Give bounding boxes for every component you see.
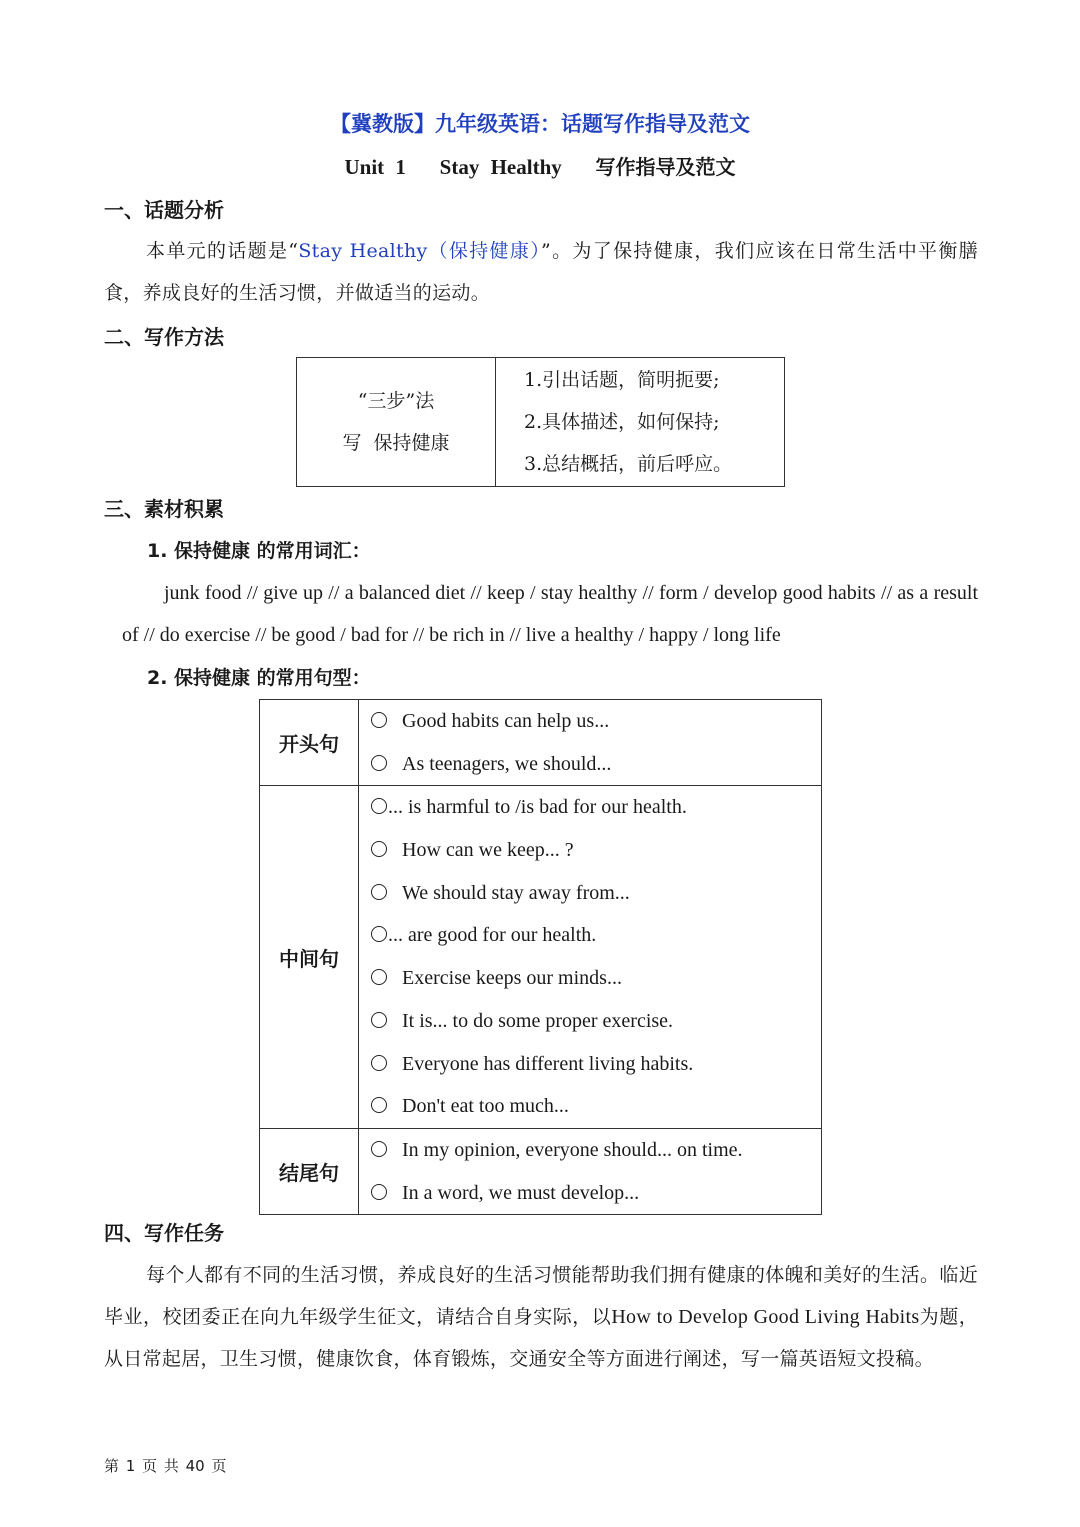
sentence-item <box>371 786 821 829</box>
sentence-text: We should stay away from... <box>402 881 630 904</box>
circle-bullet-icon <box>371 798 387 814</box>
page-number-footer: 第 1 页 共 40 页 <box>104 1457 227 1475</box>
method-name-cell <box>297 358 496 487</box>
sentence-item <box>371 743 821 786</box>
page-title-text: 【冀教版】九年级英语：话题写作指导及范文 <box>330 112 750 136</box>
sentence-subheading: 2. 保持健康 的常用句型： <box>147 667 371 689</box>
sentence-text: ... is harmful to /is bad for our health. <box>388 796 687 819</box>
sentence-text: It is... to do some proper exercise. <box>402 1009 674 1032</box>
writing-task-paragraph <box>104 1254 978 1380</box>
section-heading-writing-method: 二、写作方法 <box>104 325 224 349</box>
sentence-text: Exercise keeps our minds... <box>402 967 622 990</box>
section-heading-topic-analysis: 一、话题分析 <box>104 198 224 222</box>
sentence-item <box>371 1129 821 1172</box>
writing-task-english-title: How to Develop Good Living Habits <box>611 1306 920 1328</box>
section-heading-writing-task: 四、写作任务 <box>104 1221 224 1245</box>
table-row <box>260 700 822 786</box>
vocab-subheading: 1. 保持健康 的常用词汇： <box>147 540 371 562</box>
writing-method-table <box>296 357 785 487</box>
unit-number: Unit 1 <box>344 155 406 179</box>
sentence-item <box>371 872 821 915</box>
unit-subtitle-cn: 写作指导及范文 <box>595 155 736 179</box>
sentence-item <box>371 1043 821 1086</box>
topic-analysis-paragraph <box>104 230 978 314</box>
middle-sentences-cell <box>359 786 822 1129</box>
sentence-patterns-table <box>259 699 822 1215</box>
topic-analysis-text-before: 本单元的话题是“ <box>146 240 299 262</box>
sentence-text: In my opinion, everyone should... on time. <box>402 1138 743 1161</box>
method-step: 2.具体描述，如何保持; <box>524 411 720 433</box>
section-heading-materials: 三、素材积累 <box>104 497 224 521</box>
row-label-closing: 结尾句 <box>260 1128 359 1214</box>
table-row <box>260 786 822 1129</box>
sentence-item <box>371 1085 821 1128</box>
sentence-text: In a word, we must develop... <box>402 1181 640 1204</box>
circle-bullet-icon <box>371 1097 387 1113</box>
sentence-item <box>371 1000 821 1043</box>
circle-bullet-icon <box>371 1055 387 1071</box>
page-title <box>0 108 1080 140</box>
sentence-item <box>371 700 821 743</box>
sentence-item <box>371 957 821 1000</box>
method-name: “三步”法 <box>357 390 435 412</box>
vocab-list: junk food // give up // a balanced diet // keep / stay healthy // form / develop good habits // as a result of // do exercise // be good / bad for // be rich in // live a healthy / happy / long life <box>122 582 978 646</box>
sentence-item <box>371 1172 821 1215</box>
circle-bullet-icon <box>371 1141 387 1157</box>
opening-sentences-cell <box>359 700 822 786</box>
sentence-text: Don't eat too much... <box>402 1095 569 1118</box>
unit-subtitle <box>0 151 1080 183</box>
sentence-item <box>371 914 821 957</box>
row-label-opening: 开头句 <box>260 700 359 786</box>
method-step: 1.引出话题，简明扼要; <box>524 369 720 391</box>
circle-bullet-icon <box>371 969 387 985</box>
writing-task-text-before: 每个人都有不同的生活习惯，养成良好的生活习惯能帮助我们拥有健康的体魄和美好的生活。临近毕业，校团委正在向九年级学生征文，请结合自身实际，以 <box>104 1264 978 1328</box>
circle-bullet-icon <box>371 712 387 728</box>
sentence-text: As teenagers, we should... <box>402 752 612 775</box>
method-steps-cell <box>496 358 785 487</box>
sentence-text: How can we keep... ? <box>402 839 574 862</box>
circle-bullet-icon <box>371 926 387 942</box>
sentence-item <box>371 829 821 872</box>
closing-sentences-cell <box>359 1128 822 1214</box>
method-step: 3.总结概括，前后呼应。 <box>524 453 733 475</box>
unit-topic: Stay Healthy <box>439 155 562 179</box>
topic-analysis-highlight: Stay Healthy（保持健康） <box>298 240 542 262</box>
method-topic: 写 保持健康 <box>342 432 450 454</box>
circle-bullet-icon <box>371 884 387 900</box>
writing-task-text-after: 为题，从日常起居，卫生习惯，健康饮食，体育锻炼，交通安全等方面进行阐述，写一篇英语短文投稿。 <box>104 1306 979 1370</box>
circle-bullet-icon <box>371 841 387 857</box>
table-row <box>260 1128 822 1214</box>
circle-bullet-icon <box>371 755 387 771</box>
circle-bullet-icon <box>371 1012 387 1028</box>
sentence-text: Good habits can help us... <box>402 710 610 732</box>
circle-bullet-icon <box>371 1184 387 1200</box>
sentence-text: Everyone has different living habits. <box>402 1052 694 1075</box>
sentence-text: ... are good for our health. <box>388 924 597 947</box>
topic-analysis-text-after: ”。为了保持健康，我们应该在日常生活中平衡膳食，养成良好的生活习惯，并做适当的运动。 <box>104 240 978 304</box>
row-label-middle: 中间句 <box>260 786 359 1129</box>
